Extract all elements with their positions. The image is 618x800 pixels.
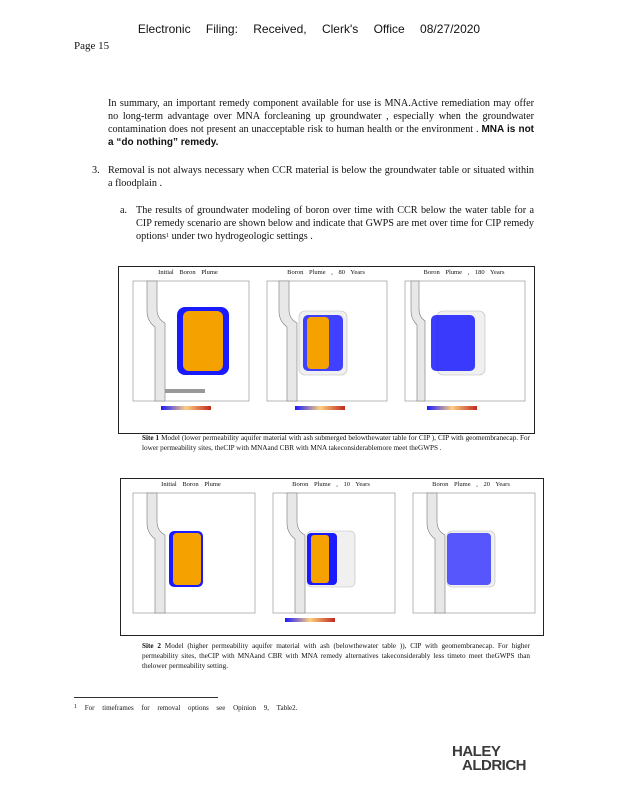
- fig1-panel-2: [259, 269, 393, 431]
- fig1-panel-3-plot: [397, 279, 531, 437]
- footnote-ref: 1: [166, 233, 170, 239]
- figure-2-caption: [142, 641, 530, 671]
- fig1-panel-3: [397, 269, 531, 431]
- list-item-a-letter: a.: [120, 205, 128, 216]
- logo-line-1: HALEY: [452, 743, 501, 760]
- figure-1-caption-text: Model (lower permeability aquifer material with ash submerged belowthewater table for CIP ), CIP with geomembranecap. For lower permeability sites, theCIP with MNAand CBR with MNA takeconsiderablemore meet theGWPS .: [142, 434, 531, 452]
- fig2-panel-1-title: Initial Boron Plume: [161, 481, 221, 488]
- figure-2-caption-text: Model (higher permeability aquifer material with ash (belowthewater table )), CIP with geomembranecap. For higher permeability sites, theCIP with MNAand CBR with MNA remedy alternatives takeconsiderably less timeto meet theGWPS than thelower permeability setting.: [142, 642, 530, 670]
- summary-bold-statement: MNA is not a “do nothing” remedy.: [108, 124, 535, 148]
- fig1-panel-3-title: Boron Plume , 180 Years: [423, 269, 505, 276]
- list-item-a-text: [136, 204, 534, 243]
- summary-paragraph: [108, 97, 534, 149]
- fig1-panel-1: [121, 269, 255, 431]
- figure-2-caption-label: Site 2: [142, 642, 161, 650]
- logo-line-2: ALDRICH: [462, 757, 526, 774]
- summary-text: In summary, an important remedy component available for use is MNA.Active remediation may offer no long-term advantage over MNA forcleaning up groundwater , especially when the groundwater contamination does not present an unacceptable risk to human health or the environment .: [108, 98, 534, 135]
- item-a-text-before: The results of groundwater modeling of boron over time with CCR below the water table for a CIP remedy scenario are shown below and indicate that GWPS are met over time for CIP remedy options: [136, 205, 534, 242]
- fig2-panel-2-title: Boron Plume , 10 Years: [292, 481, 370, 488]
- fig1-panel-2-title: Boron Plume , 80 Years: [287, 269, 365, 276]
- fig2-panel-1-plot: [123, 491, 259, 633]
- list-item-3-number: 3.: [92, 165, 100, 176]
- figure-1-caption: [142, 433, 530, 453]
- fig2-panel-2: [263, 481, 399, 633]
- fig2-panel-2-plot: [263, 491, 399, 633]
- footnote-rule: [74, 697, 218, 698]
- fig2-panel-3-title: Boron Plume , 20 Years: [432, 481, 510, 488]
- haley-aldrich-logo: [452, 745, 526, 773]
- figure-site-1: [118, 266, 535, 434]
- fig2-panel-3-plot: [403, 491, 539, 633]
- fig1-panel-1-title: Initial Boron Plume: [158, 269, 218, 276]
- figure-site-2: [120, 478, 544, 636]
- fig1-panel-1-plot: [121, 279, 255, 437]
- fig1-panel-2-plot: [259, 279, 393, 437]
- figure-1-caption-label: Site 1: [142, 434, 160, 442]
- page-number: Page 15: [74, 40, 110, 52]
- footnote: [74, 704, 297, 712]
- footnote-marker: 1: [74, 704, 77, 710]
- filing-header: Electronic Filing: Received, Clerk's Office 08/27/2020: [137, 22, 481, 36]
- list-item-3: [92, 164, 534, 190]
- fig2-panel-1: [123, 481, 259, 633]
- fig2-panel-3: [403, 481, 539, 633]
- list-item-a: [120, 204, 534, 243]
- item-a-text-after: under two hydrogeologic settings .: [171, 231, 313, 242]
- list-item-3-text: Removal is not always necessary when CCR material is below the groundwater table or situated within a floodplain .: [108, 165, 534, 189]
- footnote-text: For timeframes for removal options see Opinion 9, Table2.: [84, 704, 298, 712]
